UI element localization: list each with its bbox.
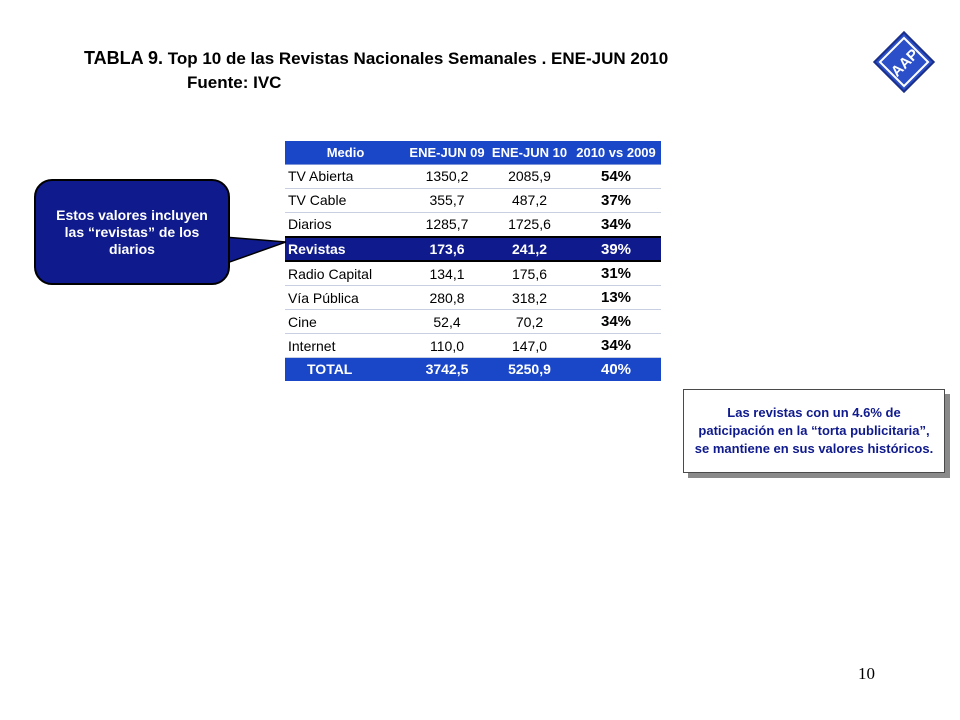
row-value-10: 2085,9: [488, 164, 571, 188]
row-value-10: 70,2: [488, 310, 571, 334]
table-total-row: [285, 358, 661, 381]
table-row-highlighted: [285, 237, 661, 262]
row-medio: TV Cable: [285, 188, 406, 212]
logo-text: AAP: [887, 45, 923, 81]
row-variation: 34%: [571, 334, 661, 358]
row-value-09: 1350,2: [406, 164, 488, 188]
row-variation: 34%: [571, 310, 661, 334]
row-value-09: 134,1: [406, 261, 488, 285]
table-row: [285, 334, 661, 358]
row-value-09: 1285,7: [406, 212, 488, 236]
page-number: 10: [858, 664, 875, 683]
media-table: [285, 141, 661, 381]
col-header-ene-jun-09: ENE-JUN 09: [406, 141, 488, 164]
row-variation: 39%: [571, 237, 661, 262]
total-value-09: 3742,5: [406, 358, 488, 381]
table-row: [285, 286, 661, 310]
row-value-09: 173,6: [406, 237, 488, 262]
table-row: [285, 212, 661, 236]
row-variation: 37%: [571, 188, 661, 212]
table-row: [285, 261, 661, 285]
row-value-10: 487,2: [488, 188, 571, 212]
page-title: [84, 46, 668, 95]
row-medio: TV Abierta: [285, 164, 406, 188]
note-box: [683, 389, 950, 477]
row-value-09: 355,7: [406, 188, 488, 212]
table-row: [285, 188, 661, 212]
table-row: [285, 164, 661, 188]
row-medio: Internet: [285, 334, 406, 358]
table-header-row: [285, 141, 661, 164]
row-medio: Cine: [285, 310, 406, 334]
row-variation: 54%: [571, 164, 661, 188]
company-logo-icon: [872, 30, 936, 94]
col-header-variation: 2010 vs 2009: [571, 141, 661, 164]
row-medio: Radio Capital: [285, 261, 406, 285]
row-variation: 13%: [571, 286, 661, 310]
row-variation: 34%: [571, 212, 661, 236]
callout-left: [34, 179, 230, 285]
source-line: Fuente: IVC: [187, 73, 282, 92]
total-variation: 40%: [571, 358, 661, 381]
callout-left-text: Estos valores incluyen las “revistas” de los diarios: [56, 206, 208, 257]
table-row: [285, 310, 661, 334]
note-content: [683, 389, 945, 473]
row-value-09: 52,4: [406, 310, 488, 334]
row-medio: Diarios: [285, 212, 406, 236]
row-value-10: 147,0: [488, 334, 571, 358]
note-text: Las revistas con un 4.6% de paticipación en la “torta publicitaria”, se mantiene en sus valores históricos.: [694, 405, 934, 456]
title-main: Top 10 de las Revistas Nacionales Semanales . ENE-JUN 2010: [167, 49, 669, 68]
row-value-09: 280,8: [406, 286, 488, 310]
title-prefix: TABLA 9.: [84, 48, 163, 68]
row-value-10: 1725,6: [488, 212, 571, 236]
row-value-10: 318,2: [488, 286, 571, 310]
row-value-10: 241,2: [488, 237, 571, 262]
callout-pointer-shape: [224, 236, 286, 266]
row-medio: Vía Pública: [285, 286, 406, 310]
title-line: [84, 46, 668, 71]
col-header-medio: Medio: [285, 141, 406, 164]
row-medio: Revistas: [285, 237, 406, 262]
row-variation: 31%: [571, 261, 661, 285]
total-value-10: 5250,9: [488, 358, 571, 381]
row-value-09: 110,0: [406, 334, 488, 358]
total-label: TOTAL: [285, 358, 406, 381]
col-header-ene-jun-10: ENE-JUN 10: [488, 141, 571, 164]
row-value-10: 175,6: [488, 261, 571, 285]
